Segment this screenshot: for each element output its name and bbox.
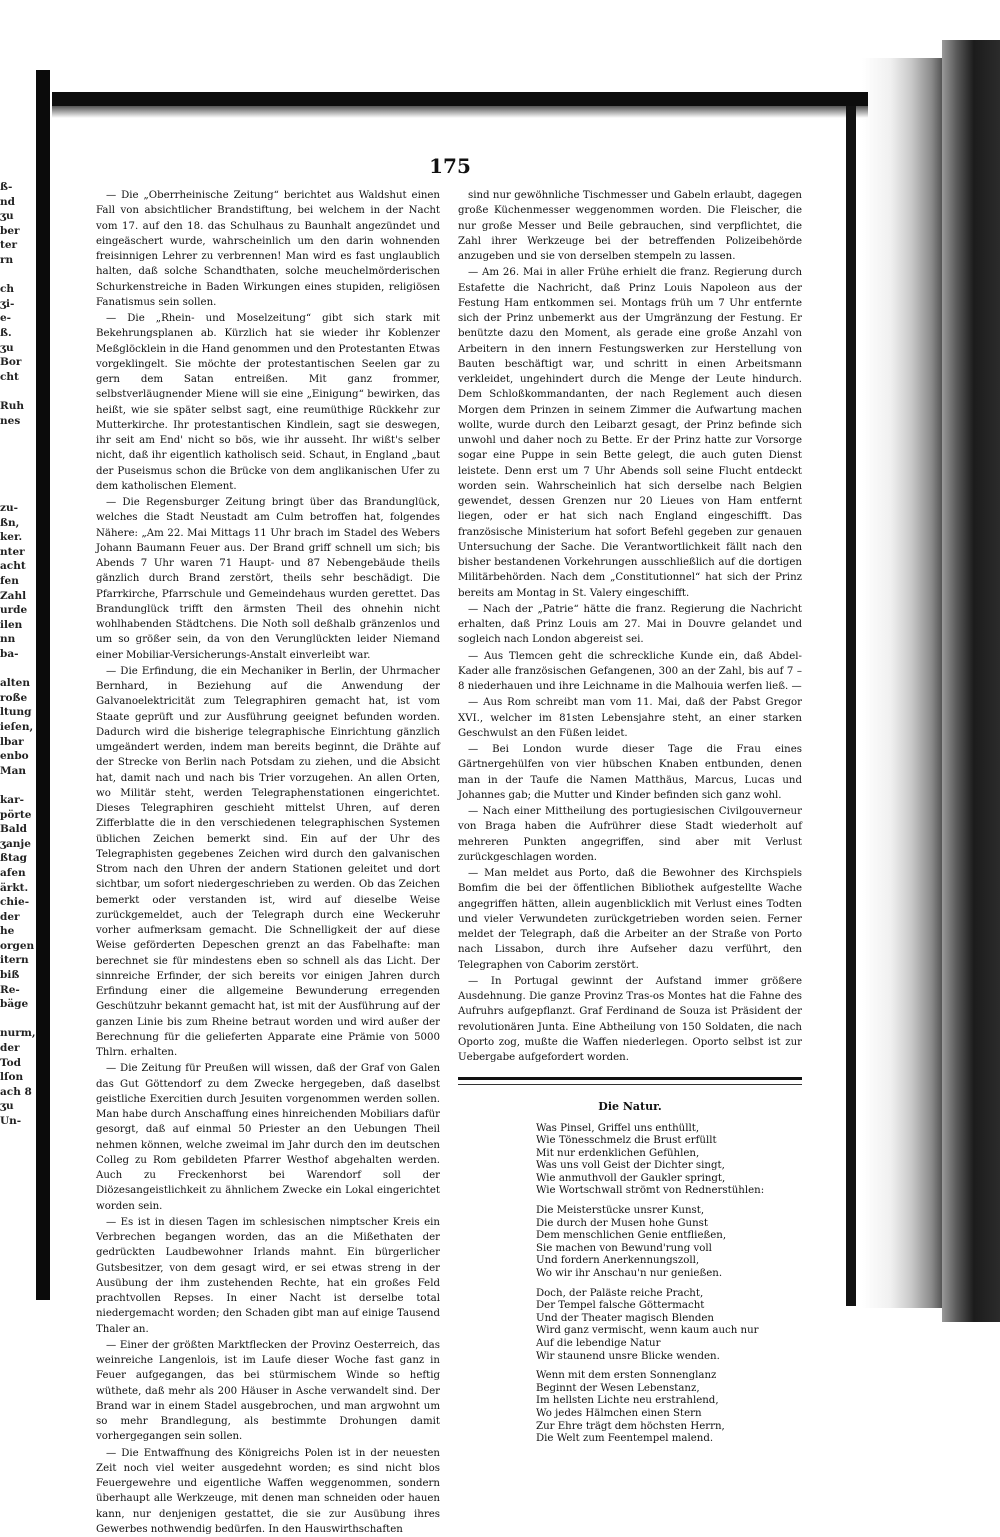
margin-fragment: e- bbox=[0, 311, 36, 326]
margin-fragment: ber bbox=[0, 224, 36, 239]
margin-fragment: roße bbox=[0, 691, 36, 706]
top-border-band bbox=[52, 92, 868, 106]
news-paragraph: — Die „Rhein- und Moselzeitung“ gibt sich stark mit Bekehrungsplanen ab. Kürzlich hat sie wieder ihr Koblenzer Meßglöcklein in die Hand genommen und den Protestanten Etwas vorgeklingelt. Sie möchte der protestantischen Seelen gar zu gern dem Satan entreißen. Mit ganz frommer, selbstverläugnender Miene will sie eine „Einigung“ bewirken, das heißt, wie sie später selbst sagt, eine reumüthige Rückkehr zur Mutterkirche. Ihr protestantischen Kindlein, sagt sie deswegen, ihr seit am End' nicht so bös, wie ihr ausseht. Ihr wißt's selber nicht, daß ihr eigentlich katholisch seid. Schaut, in England „baut der Puseismus schon die Brücke von dem anglikanischen Ufer zu dem katholischen Element. bbox=[96, 311, 440, 494]
margin-fragment: alten bbox=[0, 676, 36, 691]
margin-fragment: der bbox=[0, 1041, 36, 1056]
right-column-paragraphs bbox=[458, 188, 802, 1065]
margin-fragment: zu- bbox=[0, 501, 36, 516]
margin-fragment: Man bbox=[0, 764, 36, 779]
news-paragraph: — Nach der „Patrie“ hätte die franz. Regierung die Nachricht erhalten, daß Prinz Louis am 27. Mai in Douvre gelandet und sogleich nach London abgereist sei. bbox=[458, 602, 802, 648]
margin-fragment: nter bbox=[0, 545, 36, 560]
margin-fragment: afen bbox=[0, 866, 36, 881]
right-text-column bbox=[458, 188, 802, 1453]
margin-fragment: bäge bbox=[0, 997, 36, 1012]
margin-fragment: der bbox=[0, 910, 36, 925]
news-paragraph: — Die Entwaffnung des Königreichs Polen ist in der neuesten Zeit noch viel weiter ausgedehnt worden; es sind nicht blos Feuergewehre und eigentliche Waffen weggenommen, sondern überhaupt alle Werkzeuge, mit denen man schneiden oder hauen kann, nur denjenigen gestattet, die sie zur Ausübung ihres Gewerbes nothwendig bedürfen. In den Hauswirthschaften bbox=[96, 1446, 440, 1537]
news-paragraph: — Die „Oberrheinische Zeitung“ berichtet aus Waldshut einen Fall von absichtlicher Brandstiftung, bei welchem in der Nacht vom 17. auf den 18. das Schulhaus zu Baunhalt angezündet und eingeäschert wurde, wahrscheinlich um den darin wohnenden freisinnigen Lehrer zu verbrennen! Man wird es fast unglaublich halten, daß solche Schandthaten, solche meuchelmörderischen Schurkenstreiche in Baden Wirkungen eines stupiden, religiösen Fanatismus sein sollen. bbox=[96, 188, 440, 310]
margin-fragment: ieſen, bbox=[0, 720, 36, 735]
news-paragraph: — Die Regensburger Zeitung bringt über das Brandunglück, welches die Stadt Neustadt am Culm betroffen hat, folgendes Nähere: „Am 22. Mai Mittags 11 Uhr brach im Stadel des Webers Johann Baumann Feuer aus. Der Brand griff schnell um sich; bis Abends 7 Uhr waren 71 Haupt- und 87 Nebengebäude theils gänzlich durch Brand zerstört, theils sehr beschädigt. Die Pfarrkirche, Pfarrschule und Gemeindehaus wurden gerettet. Das Brandunglück trifft den ärmsten Theil des ohnehin nicht wohlhabenden Städtchens. Die Noth soll deßhalb gränzenlos und um so größer sein, da von den Verunglückten leider Niemand einer Mobiliar-Versicherungs-Anstalt einverleibt war. bbox=[96, 495, 440, 663]
margin-fragment: cht bbox=[0, 370, 36, 385]
poem-stanza bbox=[536, 1288, 802, 1364]
margin-fragment bbox=[0, 1012, 36, 1027]
poem-line: Im hellsten Lichte neu erstrahlend, bbox=[536, 1395, 802, 1408]
margin-fragment: nes bbox=[0, 414, 36, 429]
margin-fragment: ter bbox=[0, 238, 36, 253]
poem-line: Wie anmuthvoll der Gaukler springt, bbox=[536, 1173, 802, 1186]
margin-fragment: Bald bbox=[0, 822, 36, 837]
page-gutter-shadow bbox=[36, 70, 50, 1300]
poem-line: Die Meisterstücke unsrer Kunst, bbox=[536, 1205, 802, 1218]
news-paragraph: — Die Zeitung für Preußen will wissen, daß der Graf von Galen das Gut Göttendorf zu dem Zwecke hergegeben, daß daselbst geistliche Exercitien durch Jesuiten vorgenommen werden sollen. Man habe durch Anschaffung eines hinreichenden Mobiliars dafür gesorgt, daß auf einmal 50 Priester an den Uebungen Theil nehmen können, welche zweimal im Jahr durch den im deutschen Colleg zu Rom gebildeten Pfarrer Westhof abgehalten werden. Auch zu Freckenhorst bei Warendorf soll der Diözesangeistlichkeit zu ähnlichem Zwecke ein Lokal eingerichtet worden sein. bbox=[96, 1061, 440, 1214]
page-edge-shade bbox=[862, 58, 944, 1308]
poem-line: Wird ganz vermischt, wenn kaum auch nur bbox=[536, 1325, 802, 1338]
margin-fragment: lbar bbox=[0, 735, 36, 750]
scan-border-dark bbox=[942, 40, 1000, 1322]
margin-fragment: ba- bbox=[0, 647, 36, 662]
poem-line: Was uns voll Geist der Dichter singt, bbox=[536, 1160, 802, 1173]
page-number: 175 bbox=[425, 154, 475, 178]
poem-line: Wo wir ihr Anschau'n nur genießen. bbox=[536, 1268, 802, 1281]
poem-line: Mit nur erdenklichen Gefühlen, bbox=[536, 1148, 802, 1161]
left-text-column bbox=[96, 188, 440, 1537]
margin-fragment: Zahl bbox=[0, 589, 36, 604]
margin-fragment: ß. bbox=[0, 326, 36, 341]
right-page-edge-line bbox=[846, 106, 856, 1306]
margin-fragment bbox=[0, 268, 36, 283]
poem-line: Beginnt der Wesen Lebenstanz, bbox=[536, 1383, 802, 1396]
adjacent-page-fragments bbox=[0, 180, 36, 1129]
margin-fragment: lſon bbox=[0, 1070, 36, 1085]
margin-fragment: Bor bbox=[0, 355, 36, 370]
margin-fragment bbox=[0, 778, 36, 793]
margin-fragment: ärkt. bbox=[0, 881, 36, 896]
news-paragraph: — Nach einer Mittheilung des portugiesischen Civilgouverneur von Braga haben die Aufrührer diese Stadt wiederholt auf mehreren Punkten angegriffen, sind aber mit Verlust zurückgeschlagen worden. bbox=[458, 804, 802, 865]
margin-fragment: acht bbox=[0, 559, 36, 574]
poem-stanza bbox=[536, 1123, 802, 1199]
margin-fragment bbox=[0, 486, 36, 501]
margin-fragment: itern bbox=[0, 953, 36, 968]
margin-fragment: nn bbox=[0, 632, 36, 647]
margin-fragment: kar- bbox=[0, 793, 36, 808]
margin-fragment: rn bbox=[0, 253, 36, 268]
poem-line: Die durch der Musen hohe Gunst bbox=[536, 1218, 802, 1231]
poem-stanza bbox=[536, 1205, 802, 1281]
margin-fragment bbox=[0, 472, 36, 487]
adjacent-page-sliver bbox=[0, 60, 52, 1310]
margin-fragment: Ruh bbox=[0, 399, 36, 414]
poem-line: Wir staunend unsre Blicke wenden. bbox=[536, 1351, 802, 1364]
margin-fragment: biß bbox=[0, 968, 36, 983]
section-rule-thin bbox=[458, 1084, 802, 1085]
margin-fragment bbox=[0, 384, 36, 399]
poem-stanza bbox=[536, 1370, 802, 1446]
poem-line: Wenn mit dem ersten Sonnenglanz bbox=[536, 1370, 802, 1383]
margin-fragment: urde bbox=[0, 603, 36, 618]
poem-line: Auf die lebendige Natur bbox=[536, 1338, 802, 1351]
poem-line: Zur Ehre trägt dem höchsten Herrn, bbox=[536, 1421, 802, 1434]
poem-line: Und der Theater magisch Blenden bbox=[536, 1313, 802, 1326]
section-rule bbox=[458, 1077, 802, 1080]
margin-fragment: ilen bbox=[0, 618, 36, 633]
poem-line: Sie machen von Bewund'rung voll bbox=[536, 1243, 802, 1256]
poem-line: Wie Wortschwall strömt von Rednerstühlen: bbox=[536, 1185, 802, 1198]
margin-fragment: pörte bbox=[0, 808, 36, 823]
margin-fragment: ßtag bbox=[0, 851, 36, 866]
margin-fragment: Un- bbox=[0, 1114, 36, 1129]
margin-fragment bbox=[0, 428, 36, 443]
margin-fragment: nd bbox=[0, 195, 36, 210]
margin-fragment: ch bbox=[0, 282, 36, 297]
news-paragraph: — Die Erfindung, die ein Mechaniker in Berlin, der Uhrmacher Bernhard, in Beziehung auf die Anwendung der Galvanoelektricität zum Telegraphiren gemacht hat, ist vom Staate geprüft und zur Ausführung geeignet befunden worden. Dadurch wird die bisherige telegraphische Einrichtung gänzlich umgeändert werden, indem man bereits beginnt, die Drähte auf der Strecke von Berlin nach Potsdam zu ziehen, und die Absicht hat, damit nach und nach bis Trier vorzugehen. An allen Orten, wo Militär steht, werden Telegraphenstationen eingerichtet. Dieses Telegraphiren geschieht mittelst Uhren, auf deren Zifferblatte die in den verschiedenen telegraphischen Systemen üblichen Zeichen bemerkt sind. Ein auf der Uhr des Telegraphisten gegebenes Zeichen wird durch den galvanischen Strom nach den Uhren der andern Stationen geleitet und dort sichtbar, um sofort niedergeschrieben zu werden. Ob das Zeichen bemerkt oder verstanden ist, wird auf dieselbe Weise zurückgemeldet, auch der Telegraph durch eine Weckeruhr vorher aufmerksam gemacht. Die Schnelligkeit der auf diese Weise geförderten Depeschen grenzt an das Fabelhafte: man berechnet sie für mindestens eben so schnell als das Licht. Der sinnreiche Erfinder, der sich bereits vor einigen Jahren durch Erfindung einer die allgemeine Bewunderung erregenden Geschützuhr bekannt gemacht hat, ist mit der Ausführung auf der ganzen Linie bis zum Rheine betraut worden und wird außer der Berechnung für die gelieferten Apparate eine Prämie von 5000 Thlrn. erhalten. bbox=[96, 664, 440, 1061]
margin-fragment: fen bbox=[0, 574, 36, 589]
margin-fragment: ʒi- bbox=[0, 297, 36, 312]
margin-fragment: ʒu bbox=[0, 209, 36, 224]
news-paragraph: — Es ist in diesen Tagen im schlesischen nimptscher Kreis ein Verbrechen begangen worden, das an die Mißethaten der gedrückten Laudbewohner Irlands mahnt. Ein bürgerlicher Gutsbesitzer, von dem gesagt wird, er sei etwas streng in der Ausübung der ihm zustehenden Rechte, hat ein großes Feld prachtvollen Repses. In einer Nacht ist derselbe total niedergemacht worden; den Schaden gibt man auf einige Tausend Thaler an. bbox=[96, 1215, 440, 1337]
margin-fragment bbox=[0, 457, 36, 472]
margin-fragment: he bbox=[0, 924, 36, 939]
poem bbox=[536, 1123, 802, 1446]
margin-fragment: ach 8 bbox=[0, 1085, 36, 1100]
news-paragraph: — Einer der größten Marktflecken der Provinz Oesterreich, das weinreiche Langenlois, ist im Laufe dieser Woche fast ganz in Feuer aufgegangen, das bei stürmischem Winde so heftig wüthete, daß mehr als 200 Häuser in Asche verwandelt sind. Der Brand war in einem Stadel ausgebrochen, und man argwohnt um so mehr Brandlegung, als bestimmte Drohungen damit vorhergegangen sein sollen. bbox=[96, 1338, 440, 1445]
poem-line: Und fordern Anerkennungszoll, bbox=[536, 1255, 802, 1268]
top-border-gradient bbox=[52, 106, 868, 118]
poem-line: Was Pinsel, Griffel uns enthüllt, bbox=[536, 1123, 802, 1136]
poem-line: Wie Tönesschmelz die Brust erfüllt bbox=[536, 1135, 802, 1148]
news-paragraph: — Aus Rom schreibt man vom 11. Mai, daß der Pabst Gregor XVI., welcher im 81sten Lebensjahre steht, an einer starken Geschwulst an den Füßen leidet. bbox=[458, 695, 802, 741]
news-paragraph: — In Portugal gewinnt der Aufstand immer größere Ausdehnung. Die ganze Provinz Tras-os Montes hat die Fahne des Aufruhrs aufgepflanzt. Graf Ferdinand de Souza ist Präsident der revolutionären Junta. Eine Abtheilung von 150 Soldaten, die nach Oporto zog, mußte die Waffen niederlegen. Oporto selbst ist zur Uebergabe aufgefordert worden. bbox=[458, 974, 802, 1066]
margin-fragment: ltung bbox=[0, 705, 36, 720]
news-paragraph: — Man meldet aus Porto, daß die Bewohner des Kirchspiels Bomfim die bei der öffentlichen Bibliothek aufgestellte Wache angegriffen hätten, allein augenblicklich mit Verlust eines Todten und vieler Verwundeten zurückgetrieben worden seien. Ferner meldet der Telegraph, daß die Arbeiter an der Straße von Porto nach Lissabon, durch ihre Aufseher dazu verführt, den Telegraphen von Caborim zerstört. bbox=[458, 866, 802, 973]
margin-fragment: ßn, bbox=[0, 516, 36, 531]
margin-fragment: ß- bbox=[0, 180, 36, 195]
margin-fragment: ʒu bbox=[0, 1099, 36, 1114]
margin-fragment: ʒanje bbox=[0, 837, 36, 852]
margin-fragment: enbo bbox=[0, 749, 36, 764]
poem-line: Der Tempel falsche Göttermacht bbox=[536, 1300, 802, 1313]
margin-fragment: ʒu bbox=[0, 341, 36, 356]
poem-line: Wo jedes Hälmchen einen Stern bbox=[536, 1408, 802, 1421]
margin-fragment: orgen bbox=[0, 939, 36, 954]
margin-fragment: ker. bbox=[0, 530, 36, 545]
poem-line: Doch, der Paläste reiche Pracht, bbox=[536, 1288, 802, 1301]
news-paragraph: — Am 26. Mai in aller Frühe erhielt die franz. Regierung durch Estafette die Nachricht, daß Prinz Louis Napoleon aus der Festung Ham entkommen sei. Montags früh um 7 Uhr entfernte sich der Prinz unbemerkt aus der Umgränzung der Festung. Er benützte dazu den Moment, als gerade eine große Anzahl von Arbeitern in den innern Festungswerken zur Herstellung von Bauten beschäftigt war, und schritt in einen Arbeitsmann verkleidet, ungehindert durch die Menge der Leute hindurch. Dem Schloßkommandanten, der nach Reglement auch diesen Morgen dem Prinzen in seinem Zimmer die Aufwartung machen wollte, wurde durch den Leibarzt gesagt, der Prinz befinde sich unwohl und daher noch zu Bette. Er der Prinz hatte zur Vorsorge sogar eine Puppe in sein Bette gelegt, die auch guten Dienst leistete. Denn erst um 7 Uhr Abends soll seine Flucht entdeckt worden sein. Wahrscheinlich hat sich derselbe nach Belgien gewendet, dessen Grenzen nur 20 Lieues von Ham entfernt liegen, oder er hat sich nach England eingeschifft. Das französische Ministerium hat sofort Befehl gegeben zur genauen Untersuchung der Sache. Die Verantwortlichkeit fällt nach den bisher bestandenen Vorkehrungen ausschließlich auf die dortigen Militärbehörden. Nach dem „Constitutionnel“ hat sich der Prinz bereits am Montag in St. Valery eingeschifft. bbox=[458, 265, 802, 601]
poem-line: Die Welt zum Feentempel malend. bbox=[536, 1433, 802, 1446]
news-paragraph: — Bei London wurde dieser Tage die Frau eines Gärtnergehülfen von vier hübschen Knaben entbunden, denen man in der Taufe die Namen Matthäus, Marcus, Lucas und Johannes gab; die Mutter und Kinder befinden sich ganz wohl. bbox=[458, 742, 802, 803]
margin-fragment: chie- bbox=[0, 895, 36, 910]
margin-fragment: Tod bbox=[0, 1056, 36, 1071]
margin-fragment bbox=[0, 662, 36, 677]
margin-fragment: Re- bbox=[0, 983, 36, 998]
news-paragraph: — Aus Tlemcen geht die schreckliche Kunde ein, daß Abdel-Kader alle französischen Gefangenen, 300 an der Zahl, bis auf 7 – 8 niederhauen und ihre Leichname in die Malhouia werfen ließ. — bbox=[458, 649, 802, 695]
margin-fragment: nurm, bbox=[0, 1026, 36, 1041]
poem-title: Die Natur. bbox=[458, 1099, 802, 1114]
margin-fragment bbox=[0, 443, 36, 458]
news-paragraph: sind nur gewöhnliche Tischmesser und Gabeln erlaubt, dagegen große Küchenmesser weggenommen worden. Die Fleischer, die nur große Messer und Beile gebrauchen, sind verpflichtet, die Zahl ihrer Werkzeuge bei der betreffenden Polizeibehörde anzugeben und sie von derselben stempeln zu lassen. bbox=[458, 188, 802, 264]
poem-line: Dem menschlichen Genie entfließen, bbox=[536, 1230, 802, 1243]
